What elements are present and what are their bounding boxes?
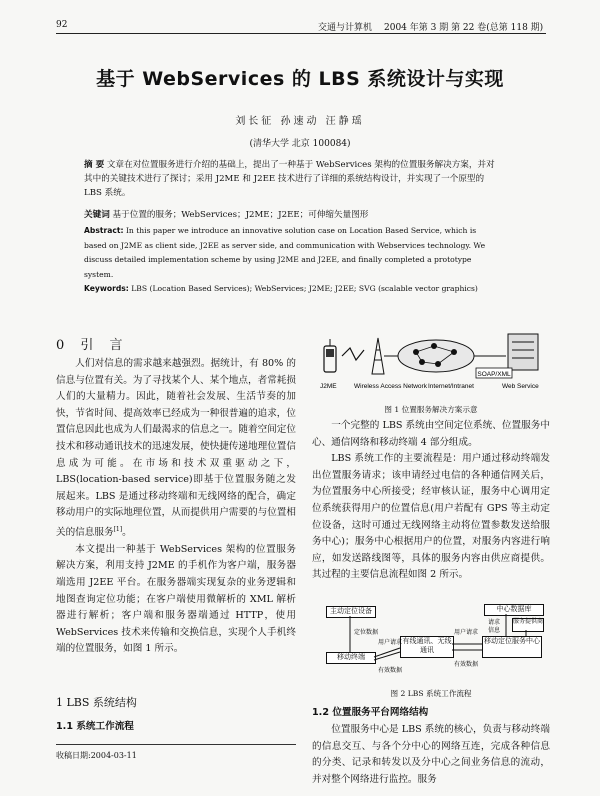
keywords-en-text: LBS (Location Based Services); WebServices; J2ME; J2EE; SVG (scalable vector graphics) xyxy=(131,284,478,293)
server-icon xyxy=(508,334,538,370)
right-column-body-2 xyxy=(312,722,550,788)
phone-screen-icon xyxy=(326,349,334,357)
right-column-body xyxy=(312,418,550,584)
box-center-db: 中心数据库 xyxy=(484,604,544,616)
keywords-en xyxy=(84,282,500,297)
figure-1 xyxy=(316,330,550,402)
workflow-paragraph: LBS 系统工作的主要流程是：用户通过移动终端发出位置服务请求；该申请经过电信的各种通信网关后，为位置服务中心所接受；经审核认证，服务中心调用定位系统获得用户的位置信息(用户若配有 GPS 等主动定位设备，这时可通过无线网络主动将位置参数发送给服务中心)；服务中心根据用户的位置，对服务内容进行响应，如发送路线图等，具体的服务内容由供应商提供。其过程的主要信息流程如图 2 所示。 xyxy=(312,453,550,581)
intro-paragraph xyxy=(56,356,296,542)
proposal-paragraph: 本文提出一种基于 WebServices 架构的位置服务解决方案，利用支持 J2ME 的手机作为客户端，服务器端选用 J2EE 平台。在服务器端实现复杂的业务逻辑和地图查询定位功能；在客户端使用微解析的 XML 解析器进行解析；客户端和服务器端通过 HTTP，使用 WebServices 技术来传输和交换信息，实现个人手机终端的位置服务，如图 1 所示。 xyxy=(56,543,296,655)
label-query: 请求 xyxy=(488,620,501,626)
label-user-request-2: 用户请求 xyxy=(454,630,479,636)
issue-info: 2004 年第 3 期 第 22 卷(总第 118 期) xyxy=(384,23,544,33)
center-paragraph: 位置服务中心是 LBS 系统的核心，负责与移动终端的信息交互、与各个分中心的网络互连，完成各种信息的分类、记录和转发以及分中心之间业务信息的流动，并对整个网络进行监控。服务 xyxy=(312,724,550,785)
section-1-heading: 1 LBS 系统结构 xyxy=(56,696,137,709)
abstract-cn-text: 文章在对位置服务进行介绍的基础上，提出了一种基于 WebServices 架构的位置服务解决方案，并对其中的关键技术进行了探讨；采用 J2ME 和 J2EE 技术进行了详细的系统结构设计，并实现了一个原型的 LBS 系统。 xyxy=(84,160,495,198)
box-provider: 服务提供商 xyxy=(512,618,544,632)
section-1-2-heading: 1.2 位置服务平台网络结构 xyxy=(312,707,429,718)
wireless-signal-icon xyxy=(342,348,364,360)
authors: 刘长征 孙速动 汪静瑶 xyxy=(235,116,365,127)
left-column-body xyxy=(56,356,296,658)
soap-label: SOAP/XML xyxy=(477,371,511,378)
header-rule xyxy=(56,33,546,34)
keywords-cn-label: 关键词 xyxy=(84,210,110,220)
box-active-locator: 主动定位设备 xyxy=(326,606,376,618)
label-j2me: J2ME xyxy=(320,383,337,390)
abstract-en-label: Abstract: xyxy=(84,226,124,235)
tower-icon xyxy=(372,338,384,374)
label-locate-data: 定位数据 xyxy=(354,630,379,636)
section-0-heading: 0 引 言 xyxy=(56,338,129,353)
received-date: 收稿日期:2004-03-11 xyxy=(56,751,137,760)
journal-name: 交通与计算机 xyxy=(318,23,373,33)
citation-ref: [1] xyxy=(113,525,123,533)
box-network: 有线通讯、无线通讯 xyxy=(400,636,454,658)
components-paragraph: 一个完整的 LBS 系统由空间定位系统、位置服务中心、通信网络和移动终端 4 部分组成。 xyxy=(312,420,550,448)
box-mobile-terminal: 移动终端 xyxy=(326,652,376,664)
keywords-en-label: Keywords: xyxy=(84,284,129,293)
page-number: 92 xyxy=(56,20,68,30)
figure-2-arrows xyxy=(316,604,550,684)
intro-text: 人们对信息的需求越来越强烈。据统计，有 80% 的信息与位置有关。为了寻找某个人、某个地点，者常耗损人们的大量精力。因此，随着社会发展、生活节奏的加快，节省时间、提高效率已经成为一种很普遍的追求，位置信息因此也成为人们最渴求的信息之一。随着空间定位技术和移动通讯技术的迅速发展，使快捷传递地理位置信息成为可能。在市场和技术双重驱动之下，LBS(location-based service)即基于位置服务随之发展起来。LBS 是通过移动终端和无线网络的配合，确定移动用户的实际地理位置，从而提供用户需要的与位置相关的信息服务 xyxy=(56,358,296,539)
label-internet: Internet/Intranet xyxy=(428,383,474,390)
abstract-en-text: In this paper we introduce an innovative solution case on Location Based Service, which is based on J2ME as client side, J2EE as server side, and communication with Webservices technology. We discuss detailed implementation scheme by using J2ME and J2EE, and finally completed a prototype system. xyxy=(84,226,486,279)
label-reply: 信息 xyxy=(488,628,501,634)
abstract-cn-label: 摘 要 xyxy=(84,160,105,170)
label-webservice: Web Service xyxy=(502,383,539,390)
paper-title: 基于 WebServices 的 LBS 系统设计与实现 xyxy=(96,68,504,90)
keywords-cn xyxy=(84,208,500,222)
affiliation: (清华大学 北京 100084) xyxy=(249,139,351,149)
footnote-rule xyxy=(56,744,296,745)
intro-end: 。 xyxy=(122,527,132,539)
box-service-center: 移动定位服务中心 xyxy=(482,636,542,658)
figure-2 xyxy=(316,604,550,684)
abstract-en xyxy=(84,224,500,282)
label-valid-data-2: 有效数据 xyxy=(454,662,479,668)
label-valid-data: 有效数据 xyxy=(378,668,403,674)
figure-1-diagram xyxy=(316,330,550,402)
section-1-1-heading: 1.1 系统工作流程 xyxy=(56,721,134,732)
abstract-cn xyxy=(84,158,500,200)
figure-2-caption: 图 2 LBS 系统工作流程 xyxy=(390,689,472,698)
keywords-cn-text: 基于位置的服务；WebServices；J2ME；J2EE；可伸缩矢量图形 xyxy=(112,210,369,220)
label-user-request: 用户请求 xyxy=(378,640,403,646)
figure-1-caption: 图 1 位置服务解决方案示意 xyxy=(384,405,478,414)
label-wireless: Wireless Access Network xyxy=(354,383,427,390)
